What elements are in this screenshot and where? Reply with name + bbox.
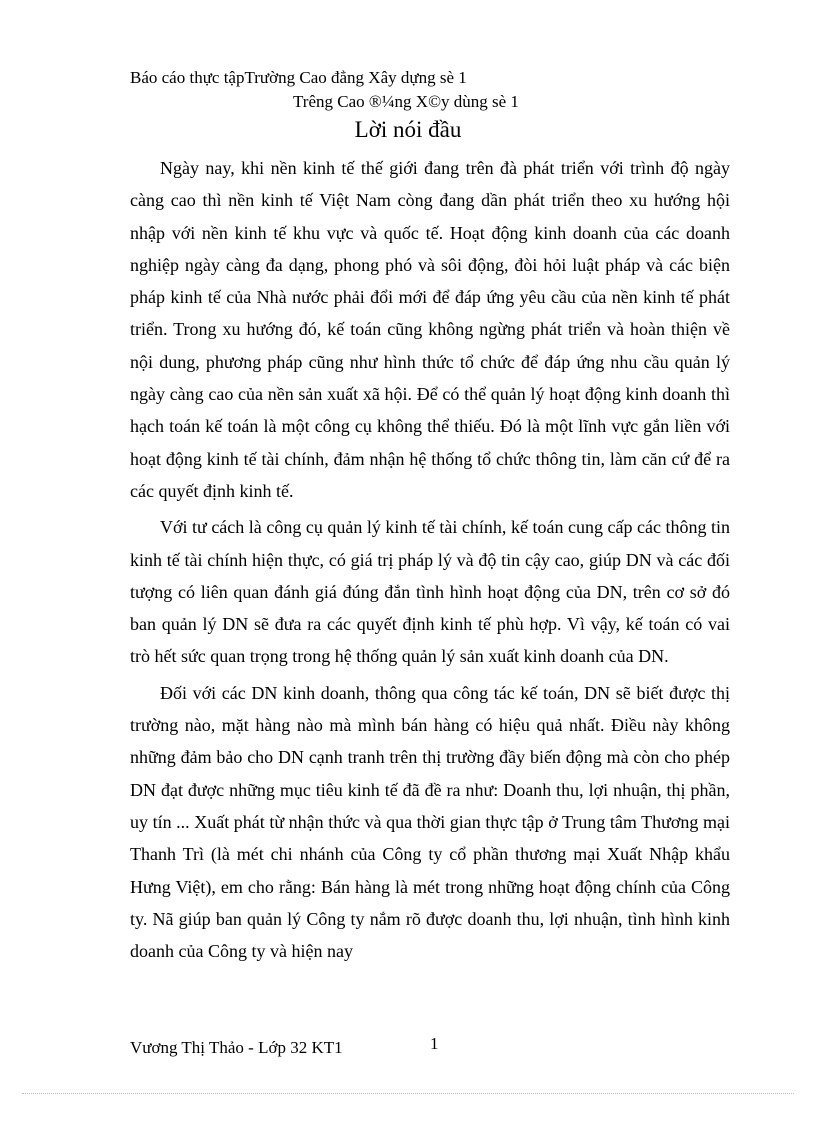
running-header: Báo cáo thực tậpTrường Cao đẳng Xây dựng sè 1 bbox=[130, 68, 467, 87]
document-body bbox=[130, 152, 730, 971]
page-bottom-divider bbox=[22, 1093, 794, 1094]
paragraph: Đối với các DN kinh doanh, thông qua công tác kế toán, DN sẽ biết được thị trường nào, mặt hàng nào mà mình bán hàng có hiệu quả nhất. Điều này không những đảm bảo cho DN cạnh tranh trên thị trường đầy biến động mà còn cho phép DN đạt được những mục tiêu kinh tế đã đề ra như: Doanh thu, lợi nhuận, thị phần, uy tín ... Xuất phát từ nhận thức và qua thời gian thực tập ở Trung tâm Thương mại Thanh Trì (là mét chi nhánh của Công ty cổ phần thương mại Xuất Nhập khẩu Hưng Việt), em cho rằng: Bán hàng là mét trong những hoạt động chính của Công ty. Nã giúp ban quản lý Công ty nắm rõ được doanh thu, lợi nhuận, tình hình kinh doanh của Công ty và hiện nay bbox=[130, 682, 730, 962]
running-header-encoded: Trêng Cao ®¼ng X©y dùng sè 1 bbox=[293, 92, 519, 111]
paragraph: Với tư cách là công cụ quản lý kinh tế tài chính, kế toán cung cấp các thông tin kinh tế tài chính hiện thực, có giá trị pháp lý và độ tin cậy cao, giúp DN và các đối tượng có liên quan đánh giá đúng đắn tình hình hoạt động của DN, trên cơ sở đó ban quản lý DN sẽ đưa ra các quyết định kinh tế phù hợp. Vì vậy, kế toán có vai trò hết sức quan trọng trong hệ thống quản lý sản xuất kinh doanh của DN. bbox=[130, 517, 730, 667]
page-number: 1 bbox=[430, 1034, 439, 1053]
footer-author: Vương Thị Thảo - Lớp 32 KT1 bbox=[130, 1038, 343, 1057]
document-title: Lời nói đầu bbox=[354, 117, 462, 142]
paragraph: Ngày nay, khi nền kinh tế thế giới đang trên đà phát triển với trình độ ngày càng cao thì nền kinh tế Việt Nam còng đang dần phát triển theo xu hướng hội nhập với nền kinh tế khu vực và quốc tế. Hoạt động kinh doanh của các doanh nghiệp ngày càng đa dạng, phong phó và sôi động, đòi hỏi luật pháp và các biện pháp kinh tế của Nhà nước phải đổi mới để đáp ứng yêu cầu của nền kinh tế phát triển. Trong xu hướng đó, kế toán cũng không ngừng phát triển và hoàn thiện về nội dung, phương pháp cũng như hình thức tổ chức để đáp ứng nhu cầu quản lý ngày càng cao của nền sản xuất xã hội. Để có thể quản lý hoạt động kinh doanh thì hạch toán kế toán là một công cụ không thể thiếu. Đó là một lĩnh vực gắn liền với hoạt động kinh tế tài chính, đảm nhận hệ thống tổ chức thông tin, làm căn cứ để ra các quyết định kinh tế. bbox=[130, 158, 730, 501]
